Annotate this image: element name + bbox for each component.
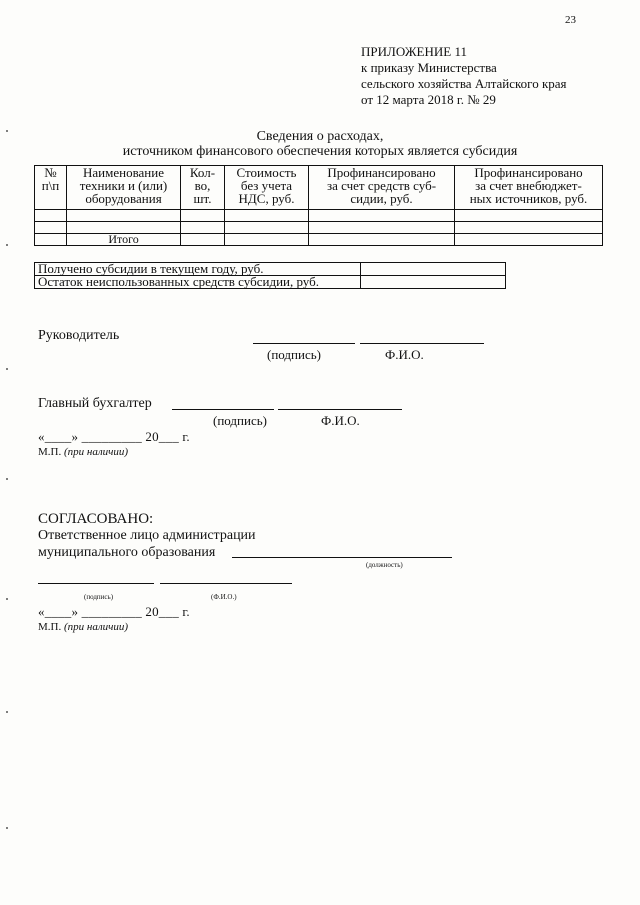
accountant-name-caption: Ф.И.О. — [321, 413, 360, 428]
appendix-line: от 12 марта 2018 г. № 29 — [361, 92, 496, 107]
title-line: источником финансового обеспечения которых является субсидия — [122, 144, 518, 159]
table-cell[interactable] — [309, 234, 455, 246]
table-cell[interactable] — [225, 210, 309, 222]
subsidy-summary-table — [34, 262, 506, 289]
column-header: Кол- во, шт. — [181, 166, 225, 210]
table-cell[interactable] — [455, 210, 603, 222]
table-cell[interactable] — [225, 222, 309, 234]
approval-position-caption: (должность) — [366, 561, 403, 569]
table-row — [35, 276, 506, 289]
seal-note: (при наличии) — [63, 446, 129, 458]
scan-speck — [6, 368, 8, 370]
table-row — [35, 210, 603, 222]
scan-speck — [6, 598, 8, 600]
head-name-line[interactable] — [360, 343, 484, 344]
approval-position-line[interactable] — [232, 557, 452, 558]
total-label: Итого — [67, 234, 181, 246]
approval-date-field[interactable]: «____» _________ 20___ г. — [38, 604, 190, 619]
table-cell[interactable] — [309, 222, 455, 234]
received-subsidy-value[interactable] — [361, 263, 506, 276]
table-cell[interactable] — [35, 222, 67, 234]
table-cell[interactable] — [35, 210, 67, 222]
column-header: Профинансировано за счет внебюджет- ных источников, руб. — [455, 166, 603, 210]
head-label: Руководитель — [38, 328, 120, 343]
table-cell[interactable] — [67, 210, 181, 222]
accountant-label: Главный бухгалтер — [38, 396, 152, 411]
accountant-seal-note — [38, 446, 128, 458]
scan-speck — [6, 827, 8, 829]
accountant-signature-line[interactable] — [172, 409, 274, 410]
head-signature-line[interactable] — [253, 343, 355, 344]
scan-speck — [6, 711, 8, 713]
appendix-line: к приказу Министерства — [361, 60, 497, 75]
table-cell[interactable] — [455, 234, 603, 246]
accountant-signature-caption: (подпись) — [213, 413, 267, 428]
approval-signature-line[interactable] — [38, 583, 154, 584]
column-header: Стоимость без учета НДС, руб. — [225, 166, 309, 210]
table-cell[interactable] — [181, 222, 225, 234]
received-subsidy-label: Получено субсидии в текущем году, руб. — [35, 263, 361, 276]
table-cell[interactable] — [225, 234, 309, 246]
column-header: № п\п — [35, 166, 67, 210]
remaining-subsidy-value[interactable] — [361, 276, 506, 289]
title-line: Сведения о расходах, — [256, 129, 384, 144]
seal-note: (при наличии) — [63, 621, 129, 633]
head-name-caption: Ф.И.О. — [385, 347, 424, 362]
approval-name-caption: (Ф.И.О.) — [211, 593, 237, 601]
table-header-row — [35, 166, 603, 210]
table-cell[interactable] — [309, 210, 455, 222]
approval-name-line[interactable] — [160, 583, 292, 584]
head-signature-caption: (подпись) — [267, 347, 321, 362]
approval-seal-note — [38, 621, 128, 633]
approval-line: муниципального образования — [38, 545, 216, 560]
table-cell[interactable] — [181, 234, 225, 246]
expense-table — [34, 165, 603, 246]
page-number: 23 — [565, 14, 576, 26]
table-cell[interactable] — [181, 210, 225, 222]
column-header: Профинансировано за счет средств суб- сидии, руб. — [309, 166, 455, 210]
approval-signature-caption: (подпись) — [84, 593, 114, 601]
approval-line: Ответственное лицо администрации — [38, 528, 256, 543]
document-title — [60, 129, 580, 159]
remaining-subsidy-label: Остаток неиспользованных средств субсидии, руб. — [35, 276, 361, 289]
seal-label: М.П. — [38, 446, 62, 458]
scan-speck — [6, 478, 8, 480]
total-row — [35, 234, 603, 246]
approval-heading: СОГЛАСОВАНО: — [38, 511, 154, 527]
appendix-line: ПРИЛОЖЕНИЕ 11 — [361, 44, 467, 59]
table-cell[interactable] — [455, 222, 603, 234]
seal-label: М.П. — [38, 621, 62, 633]
accountant-date-field[interactable]: «____» _________ 20___ г. — [38, 429, 190, 444]
appendix-header — [361, 44, 567, 108]
scan-speck — [6, 130, 8, 132]
table-cell[interactable] — [35, 234, 67, 246]
appendix-line: сельского хозяйства Алтайского края — [361, 76, 567, 91]
column-header: Наименование техники и (или) оборудования — [67, 166, 181, 210]
scan-speck — [6, 244, 8, 246]
accountant-name-line[interactable] — [278, 409, 402, 410]
